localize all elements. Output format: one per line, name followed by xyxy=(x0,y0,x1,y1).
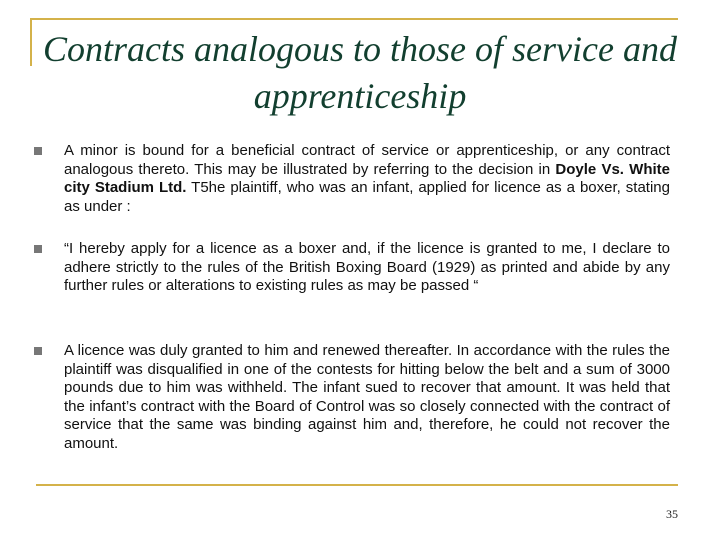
square-bullet-icon xyxy=(34,245,42,253)
case-name: Doyle Vs. White city Stadium Ltd. xyxy=(64,160,670,196)
bullet-text-1-intro: A minor is bound for a beneficial contract of service or apprenticeship, or any contract analogous thereto. This may be illustrated by referring to the decision in xyxy=(64,142,670,178)
top-rule xyxy=(30,18,678,20)
bullet-text-2: “I hereby apply for a licence as a boxer and, if the licence is granted to me, I declare to adhere strictly to the rules of the British Boxing Board (1929) as printed and abide by any further rules or alterations to existing rules as may be passed “ xyxy=(64,240,670,294)
square-bullet-icon xyxy=(34,347,42,355)
page-number: 35 xyxy=(666,507,678,521)
bullet-text-3: A licence was duly granted to him and renewed thereafter. In accordance with the rules the plaintiff was disqualified in one of the contests for hitting below the belt and a sum of 3000 pounds due to him was withheld. The infant sued to recover that amount. It was held that the infant’s contract with the Board of Control was so closely connected with the contract of service that the same was binding against him and, therefore, he could not recover the amount. xyxy=(64,342,670,452)
slide-title: Contracts analogous to those of service and apprenticeship xyxy=(43,29,677,116)
left-rule xyxy=(30,18,32,66)
bullet-text-1 xyxy=(64,142,670,216)
bottom-rule xyxy=(36,484,678,486)
bullet-text-1-rest: T5he plaintiff, who was an infant, applied for licence as a boxer, stating as under : xyxy=(64,179,670,215)
square-bullet-icon xyxy=(34,147,42,155)
